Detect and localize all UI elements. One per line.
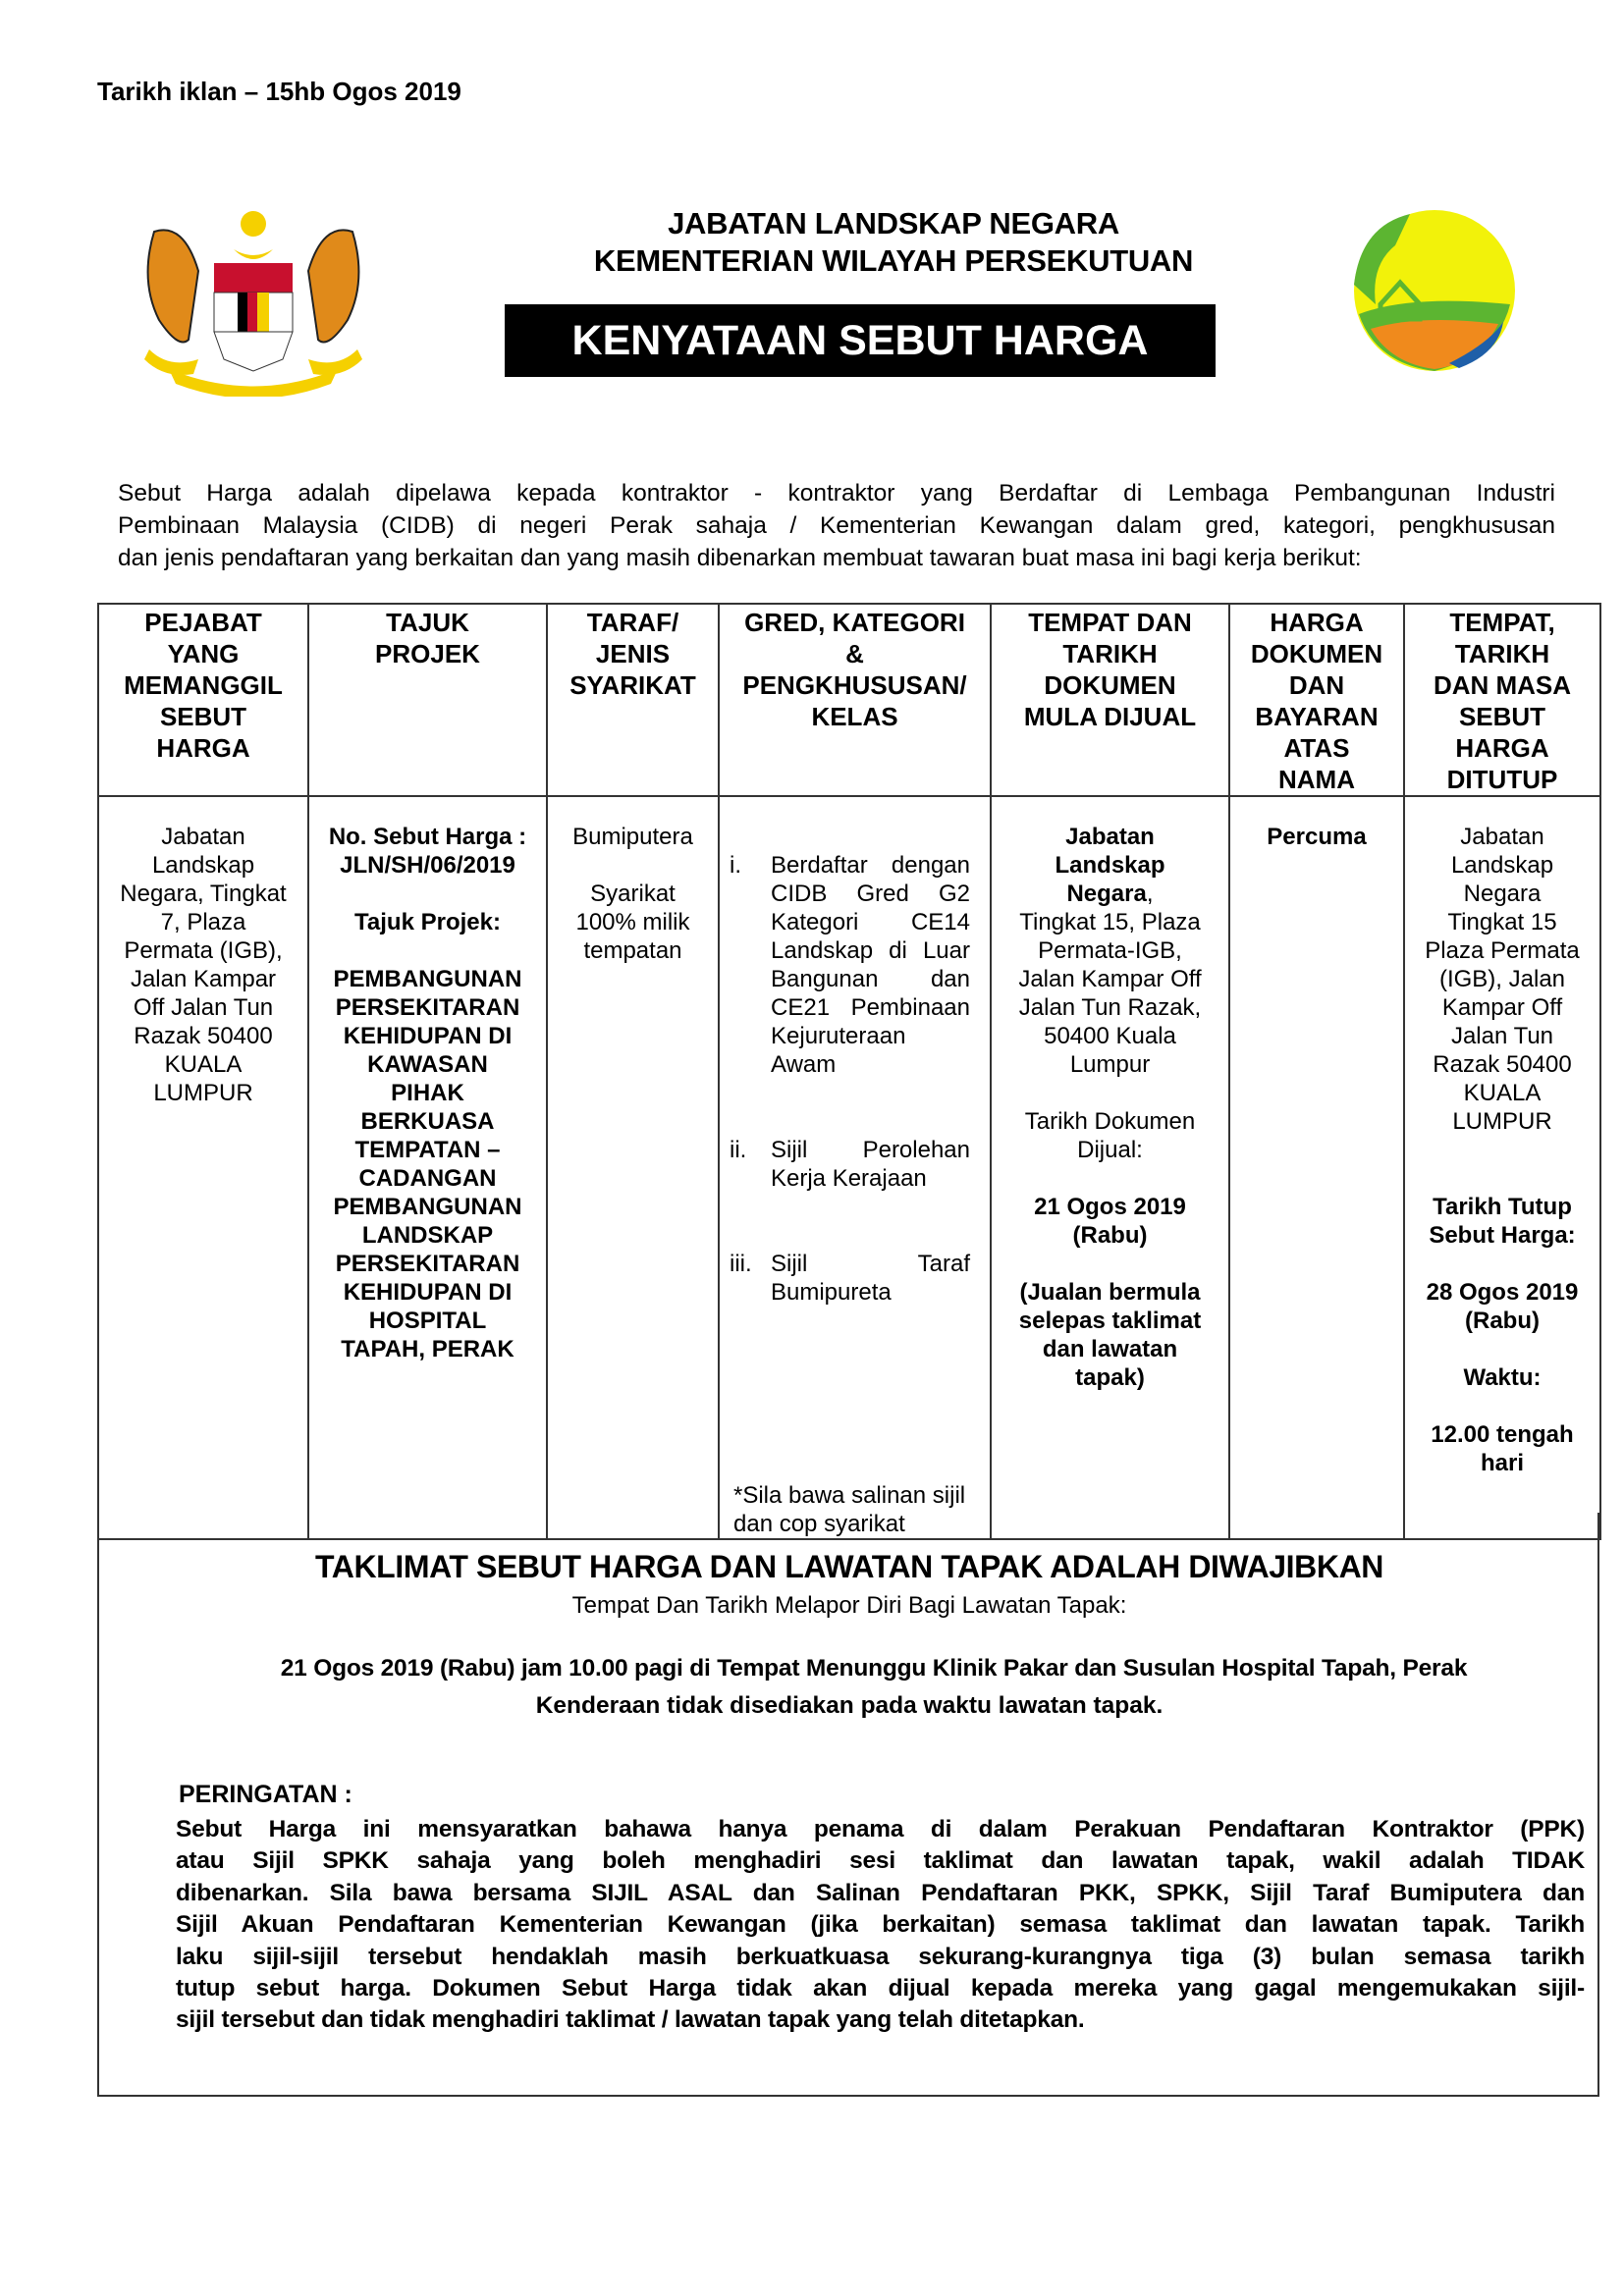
- header-document-price: HARGA DOKUMEN DAN BAYARAN ATAS NAMA: [1229, 604, 1404, 796]
- intro-line: dan jenis pendaftaran yang berkaitan dan yang masih dibenarkan membuat tawaran buat masa ini bagi kerja berikut:: [118, 545, 1362, 571]
- briefing-subtitle: Tempat Dan Tarikh Melapor Diri Bagi Lawatan Tapak:: [571, 1592, 1127, 1619]
- briefing-title: TAKLIMAT SEBUT HARGA DAN LAWATAN TAPAK ADALAH DIWAJIBKAN: [314, 1549, 1384, 1584]
- intro-line: Sebut Harga adalah dipelawa kepada kontraktor - kontraktor yang Berdaftar di Lembaga Pembangunan Industri: [118, 480, 1555, 507]
- closing-date-label: Tarikh Tutup Sebut Harga:: [1429, 1194, 1576, 1249]
- certificate-note: *Sila bawa salinan sijil dan cop syarikat: [733, 1482, 966, 1537]
- closing-time-label: Waktu:: [1463, 1364, 1542, 1391]
- sale-place-name: Jabatan Landskap Negara: [1055, 824, 1165, 907]
- quotation-table: [97, 603, 1601, 1540]
- grade-item: ii. Sijil Perolehan Kerja Kerajaan: [730, 1137, 970, 1192]
- company-status-cell: [547, 796, 719, 1539]
- grade-cell: [719, 796, 991, 1539]
- header-grade: GRED, KATEGORI & PENGKHUSUSAN/ KELAS: [719, 604, 991, 796]
- table-header-row: [98, 604, 1600, 796]
- company-type: Bumiputera: [572, 824, 693, 850]
- intro-line: Pembinaan Malaysia (CIDB) di negeri Perak sahaja / Kementerian Kewangan dalam gred, kategori, pengkhususan: [118, 512, 1555, 539]
- project-cell: [308, 796, 547, 1539]
- warning-line: dibenarkan. Sila bawa bersama SIJIL ASAL dan Salinan Pendaftaran PKK, SPKK, Sijil Taraf Bumiputera dan: [176, 1879, 1585, 1906]
- warning-heading: PERINGATAN :: [179, 1781, 352, 1808]
- sale-place-address: , Tingkat 15, Plaza Permata-IGB, Jalan Kampar Off Jalan Tun Razak, 50400 Kuala Lumpur: [1018, 881, 1202, 1078]
- malaysia-coat-of-arms-icon: [130, 202, 377, 397]
- grade-item: iii. Sijil Taraf Bumipureta: [730, 1251, 970, 1306]
- closing-place: Jabatan Landskap Negara Tingkat 15 Plaza Permata (IGB), Jalan Kampar Off Jalan Tun Razak 50400 KUALA LUMPUR: [1425, 824, 1580, 1135]
- closing-cell: [1404, 796, 1600, 1539]
- intro-paragraph: [118, 477, 1555, 574]
- sale-cell: [991, 796, 1229, 1539]
- jabatan-landskap-negara-logo-icon: [1351, 206, 1518, 375]
- office-cell: Jabatan Landskap Negara, Tingkat 7, Plaza Permata (IGB), Jalan Kampar Off Jalan Tun Razak 50400 KUALA LUMPUR: [98, 796, 308, 1539]
- quotation-number: No. Sebut Harga : JLN/SH/06/2019: [328, 824, 527, 879]
- warning-line: laku sijil-sijil tersebut hendaklah masih berkuatkuasa sekurang-kurangnya tiga (3) bulan semasa tarikh: [176, 1943, 1585, 1970]
- document-price-cell: Percuma: [1229, 796, 1404, 1539]
- table-row: [98, 796, 1600, 1539]
- warning-line: sijil tersebut dan tidak menghadiri taklimat / lawatan tapak yang telah ditetapkan.: [176, 2006, 1085, 2034]
- warning-line: Sebut Harga ini mensyaratkan bahawa hanya penama di dalam Perakuan Pendaftaran Kontraktor (PPK): [176, 1816, 1585, 1842]
- warning-line: atau Sijil SPKK sahaja yang boleh menghadiri sesi taklimat dan lawatan tapak, wakil adalah TIDAK: [176, 1847, 1585, 1875]
- closing-time: 12.00 tengah hari: [1431, 1421, 1574, 1476]
- document-title: KENYATAAN SEBUT HARGA: [505, 304, 1216, 377]
- sale-date: 21 Ogos 2019 (Rabu): [1034, 1194, 1186, 1249]
- sale-date-label: Tarikh Dokumen Dijual:: [1024, 1108, 1196, 1163]
- header-office: PEJABAT YANG MEMANGGIL SEBUT HARGA: [98, 604, 308, 796]
- transport-notice: Kenderaan tidak disediakan pada waktu lawatan tapak.: [535, 1692, 1164, 1719]
- closing-date: 28 Ogos 2019 (Rabu): [1426, 1279, 1579, 1334]
- warning-line: tutup sebut harga. Dokumen Sebut Harga tidak akan dijual kepada mereka yang gagal mengemukakan sijil-: [176, 1975, 1585, 2002]
- header-sale-place-date: TEMPAT DAN TARIKH DOKUMEN MULA DIJUAL: [991, 604, 1229, 796]
- sale-remark: (Jualan bermula selepas taklimat dan lawatan tapak): [1018, 1279, 1202, 1391]
- site-visit-details: 21 Ogos 2019 (Rabu) jam 10.00 pagi di Tempat Menunggu Klinik Pakar dan Susulan Hospital Tapah, Perak: [280, 1655, 1468, 1682]
- organization-name: JABATAN LANDSKAP NEGARA: [668, 206, 1119, 240]
- warning-paragraph: [176, 1814, 1585, 2037]
- company-ownership: Syarikat 100% milik tempatan: [575, 881, 690, 964]
- advert-date: Tarikh iklan – 15hb Ogos 2019: [97, 77, 461, 106]
- project-title-label: Tajuk Projek:: [354, 909, 501, 935]
- warning-line: Sijil Akuan Pendaftaran Kementerian Kewangan (jika berkaitan) semasa taklimat dan lawatan tapak. Tarikh: [176, 1911, 1585, 1939]
- header-project: TAJUK PROJEK: [308, 604, 547, 796]
- grade-item: i. Berdaftar dengan CIDB Gred G2 Kategori CE14 Landskap di Luar Bangunan dan CE21 Pembinaan Kejuruteraan Awam: [730, 852, 970, 1078]
- ministry-name: KEMENTERIAN WILAYAH PERSEKUTUAN: [593, 243, 1194, 278]
- header-company-status: TARAF/ JENIS SYARIKAT: [547, 604, 719, 796]
- header-closing: TEMPAT, TARIKH DAN MASA SEBUT HARGA DITUTUP: [1404, 604, 1600, 796]
- project-title: PEMBANGUNAN PERSEKITARAN KEHIDUPAN DI KAWASAN PIHAK BERKUASA TEMPATAN – CADANGAN PEMBANGUNAN LANDSKAP PERSEKITARAN KEHIDUPAN DI HOSPITAL TAPAH, PERAK: [333, 966, 522, 1362]
